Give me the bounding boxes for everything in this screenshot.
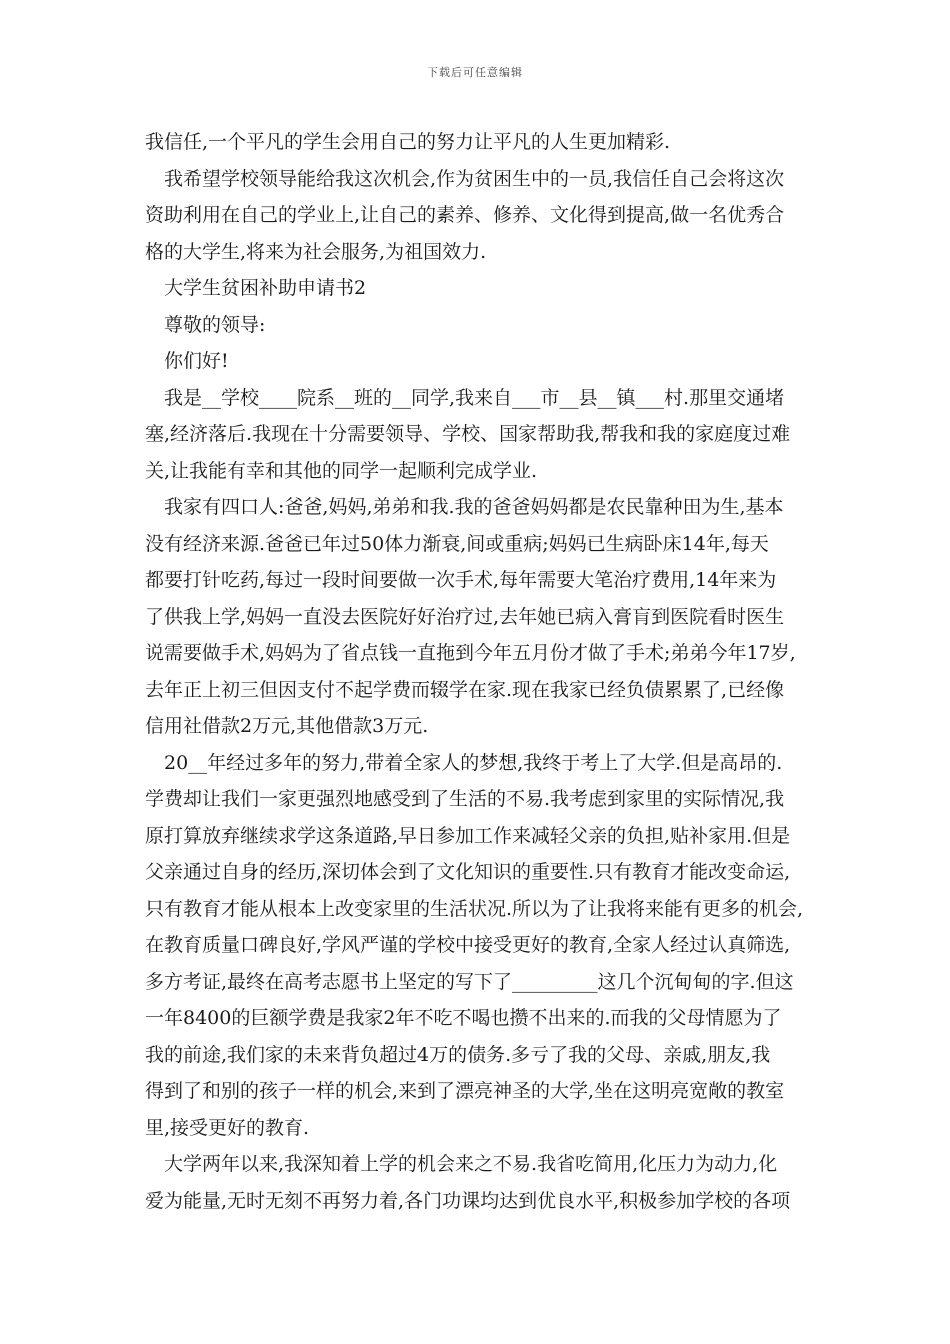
text-line: 多方考证,最终在高考志愿书上坚定的写下了_________这几个沉甸甸的字.但这 — [145, 970, 794, 993]
text-line: 得到了和别的孩子一样的机会,来到了漂亮神圣的大学,坐在这明亮宽敞的教室 — [145, 1080, 785, 1102]
text-line: 都要打针吃药,每过一段时间要做一次手术,每年需要大笔治疗费用,14年来为 — [145, 569, 777, 591]
text-line: 了供我上学,妈妈一直没去医院好好治疗过,去年她已病入膏肓到医院看时医生 — [145, 605, 785, 628]
text-line: 资助利用在自己的学业上,让自己的素养、修养、文化得到提高,做一名优秀合 — [145, 204, 785, 226]
text-line: 我希望学校领导能给我这次机会,作为贫困生中的一员,我信任自己会将这次 — [164, 167, 785, 190]
text-line: 里,接受更好的教育. — [145, 1116, 310, 1139]
text-line: 学费却让我们一家更强烈地感受到了生活的不易.我考虑到家里的实际情况,我 — [145, 788, 785, 810]
text-line: 我信任,一个平凡的学生会用自己的努力让平凡的人生更加精彩. — [145, 131, 671, 153]
text-line: 塞,经济落后.我现在十分需要领导、学校、国家帮助我,帮我和我的家庭度过难 — [145, 423, 791, 445]
text-line: 我的前途,我们家的未来背负超过4万的债务.多亏了我的父母、亲戚,朋友,我 — [145, 1043, 771, 1066]
text-line: 一年8400的巨额学费是我家2年不吃不喝也攒不出来的.而我的父母情愿为了 — [145, 1007, 782, 1029]
text-line: 尊敬的领导: — [164, 313, 266, 336]
text-line: 我家有四口人:爸爸,妈妈,弟弟和我.我的爸爸妈妈都是农民靠种田为生,基本 — [164, 496, 784, 518]
text-line: 我是__学校____院系__班的__同学,我来自___市__县__镇___村.那里交通堵 — [164, 386, 785, 409]
text-line: 没有经济来源.爸爸已年过50体力渐衰,间或重病;妈妈已生病卧床14年,每天 — [145, 532, 769, 555]
text-line: 去年正上初三但因支付不起学费而辍学在家.现在我家已经负债累累了,已经像 — [145, 678, 785, 701]
text-line: 关,让我能有幸和其他的同学一起顺利完成学业. — [145, 459, 538, 482]
text-line: 你们好! — [164, 350, 229, 372]
text-line: 在教育质量口碑良好,学风严谨的学校中接受更好的教育,全家人经过认真筛选, — [145, 934, 791, 956]
text-line: 说需要做手术,妈妈为了省点钱一直拖到今年五月份才做了手术;弟弟今年17岁, — [145, 642, 796, 664]
text-line: 格的大学生,将来为社会服务,为祖国效力. — [145, 240, 487, 263]
text-line: 大学生贫困补助申请书2 — [164, 277, 367, 299]
text-line: 信用社借款2万元,其他借款3万元. — [145, 715, 429, 737]
text-line: 父亲通过自身的经历,深切体会到了文化知识的重要性.只有教育才能改变命运, — [145, 861, 791, 883]
text-line: 只有教育才能从根本上改变家里的生活状况.所以为了让我将来能有更多的机会, — [145, 897, 804, 920]
page-header: 下载后可任意编辑 — [427, 66, 523, 79]
text-line: 原打算放弃继续求学这条道路,早日参加工作来减轻父亲的负担,贴补家用.但是 — [145, 824, 791, 847]
text-line: 大学两年以来,我深知着上学的机会来之不易.我省吃简用,化压力为动力,化 — [164, 1153, 778, 1175]
text-line: 爱为能量,无时无刻不再努力着,各门功课均达到优良水平,积极参加学校的各项 — [145, 1189, 791, 1212]
document-body — [145, 124, 815, 1219]
text-line: 20__年经过多年的努力,带着全家人的梦想,我终于考上了大学.但是高昂的. — [164, 751, 783, 774]
